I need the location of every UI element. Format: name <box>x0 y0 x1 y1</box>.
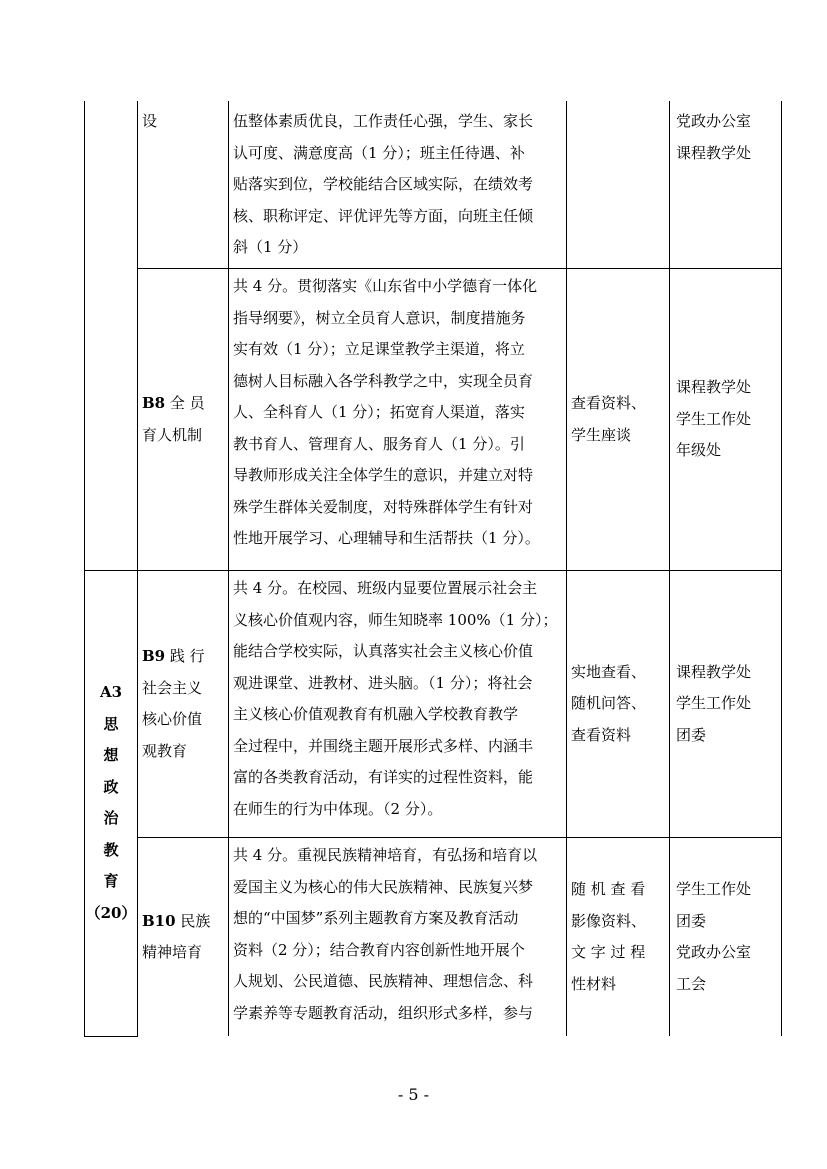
criterion-cell <box>138 269 229 571</box>
category-line: 教 <box>103 840 119 859</box>
table-row <box>85 101 782 269</box>
content-line: 全过程中，并围绕主题开展形式多样、内涵丰 <box>233 736 534 755</box>
content-line: 指导纲要》，树立全员育人意识，制度措施务 <box>233 308 526 327</box>
content-line: 共 4 分。重视民族精神培育，有弘扬和培育以 <box>233 846 538 864</box>
content-line: 性地开展学习、心理辅导和生活帮扶（1 分）。 <box>233 529 540 547</box>
method-line: 随机问答、 <box>571 694 647 713</box>
category-line: 政 <box>103 777 119 796</box>
content-line: 观进课堂、进教材、进头脑。（1 分）；将社会 <box>233 673 533 692</box>
department-cell <box>670 269 782 571</box>
content-line: 能结合学校实际，认真落实社会主义核心价值 <box>233 642 534 660</box>
content-cell <box>229 101 567 269</box>
category-line: （20） <box>85 903 137 922</box>
criterion-line: 育人机制 <box>142 425 203 444</box>
a-category-cell <box>85 571 138 1037</box>
method-cell <box>567 269 670 571</box>
criterion-code: B8 <box>142 394 166 412</box>
content-line: 学素养等专题教育活动，组织形式多样，参与 <box>233 1003 534 1022</box>
table-row <box>85 269 782 571</box>
content-line: 主义核心价值观教育有机融入学校教育教学 <box>233 705 519 723</box>
criterion-code: B9 <box>142 647 166 665</box>
criterion-cell <box>138 571 229 838</box>
content-line: 殊学生群体关爱制度，对特殊群体学生有针对 <box>233 497 534 516</box>
department-line: 学生工作处 <box>676 694 752 713</box>
content-line: 资料（2 分）；结合教育内容创新性地开展个 <box>233 940 525 959</box>
content-cell <box>229 571 567 838</box>
table-row <box>85 838 782 1037</box>
department-line: 党政办公室 <box>676 112 752 130</box>
criterion-cell <box>138 101 229 269</box>
department-line: 课程教学处 <box>676 378 752 397</box>
criterion-line: 设 <box>142 112 158 130</box>
category-line: A3 <box>99 683 123 702</box>
criterion-line: 全 员 <box>169 394 205 412</box>
method-line: 随 机 查 看 <box>571 880 646 898</box>
content-line: 斜（1 分） <box>233 238 308 256</box>
method-cell <box>567 571 670 838</box>
content-cell <box>229 269 567 571</box>
content-cell <box>229 838 567 1037</box>
method-line: 查看资料、 <box>571 394 647 412</box>
category-line: 思 <box>103 714 119 733</box>
criterion-line: 社会主义 <box>142 678 203 697</box>
department-cell <box>670 571 782 838</box>
evaluation-table <box>84 101 782 1037</box>
a-category-cell-empty <box>85 101 138 571</box>
content-line: 德树人目标融入各学科教学之中，实现全员育 <box>233 371 534 390</box>
department-line: 党政办公室 <box>676 943 752 961</box>
method-cell <box>567 838 670 1037</box>
department-line: 学生工作处 <box>676 409 752 428</box>
method-line: 影像资料、 <box>571 911 647 930</box>
criterion-line: 民族 <box>180 911 211 930</box>
method-line: 性材料 <box>571 974 617 993</box>
department-line: 课程教学处 <box>676 143 752 162</box>
criterion-line: 践 行 <box>169 647 205 665</box>
department-cell <box>670 838 782 1037</box>
content-line: 导教师形成关注全体学生的意识，并建立对特 <box>233 466 534 484</box>
content-line: 核、职称评定、评优评先等方面，向班主任倾 <box>233 206 534 225</box>
page-number: - 5 - <box>397 1085 430 1104</box>
content-line: 伍整体素质优良，工作责任心强，学生、家长 <box>233 112 534 130</box>
department-line: 工会 <box>676 974 707 993</box>
content-line: 共 4 分。贯彻落实《山东省中小学德育一体化 <box>233 277 538 295</box>
content-line: 在师生的行为中体现。（2 分）。 <box>233 799 443 818</box>
content-line: 人规划、公民道德、民族精神、理想信念、科 <box>233 972 534 990</box>
criterion-code: B10 <box>142 911 176 930</box>
method-line: 查看资料 <box>571 725 632 744</box>
content-line: 想的“中国梦”系列主题教育方案及教育活动 <box>233 909 519 927</box>
department-line: 团委 <box>676 725 707 744</box>
table-row <box>85 571 782 838</box>
content-line: 富的各类教育活动，有详实的过程性资料，能 <box>233 768 534 786</box>
content-line: 认可度、满意度高（1 分）；班主任待遇、补 <box>233 143 525 162</box>
method-line: 学生座谈 <box>571 425 632 444</box>
department-line: 年级处 <box>676 441 722 460</box>
criterion-line: 精神培育 <box>142 943 203 961</box>
category-line: 想 <box>103 746 119 765</box>
department-line: 团委 <box>676 911 707 930</box>
content-line: 教书育人、管理育人、服务育人（1 分）。引 <box>233 434 525 453</box>
content-line: 义核心价值观内容，师生知晓率 100%（1 分）； <box>233 610 558 629</box>
content-line: 共 4 分。在校园、班级内显要位置展示社会主 <box>233 579 538 597</box>
department-line: 学生工作处 <box>676 880 752 898</box>
content-line: 爱国主义为核心的伟大民族精神、民族复兴梦 <box>233 877 534 896</box>
category-line: 治 <box>103 809 119 828</box>
content-line: 人、全科育人（1 分）；拓宽育人渠道，落实 <box>233 403 525 421</box>
content-line: 贴落实到位，学校能结合区域实际，在绩效考 <box>233 175 534 193</box>
method-cell <box>567 101 670 269</box>
method-line: 实地查看、 <box>571 662 647 681</box>
criterion-cell <box>138 838 229 1037</box>
criterion-line: 观教育 <box>142 741 188 760</box>
method-line: 文 字 过 程 <box>571 943 646 961</box>
content-line: 实有效（1 分）；立足课堂教学主渠道，将立 <box>233 340 525 358</box>
category-line: 育 <box>103 872 119 891</box>
criterion-line: 核心价值 <box>142 710 203 728</box>
department-cell <box>670 101 782 269</box>
department-line: 课程教学处 <box>676 662 752 681</box>
